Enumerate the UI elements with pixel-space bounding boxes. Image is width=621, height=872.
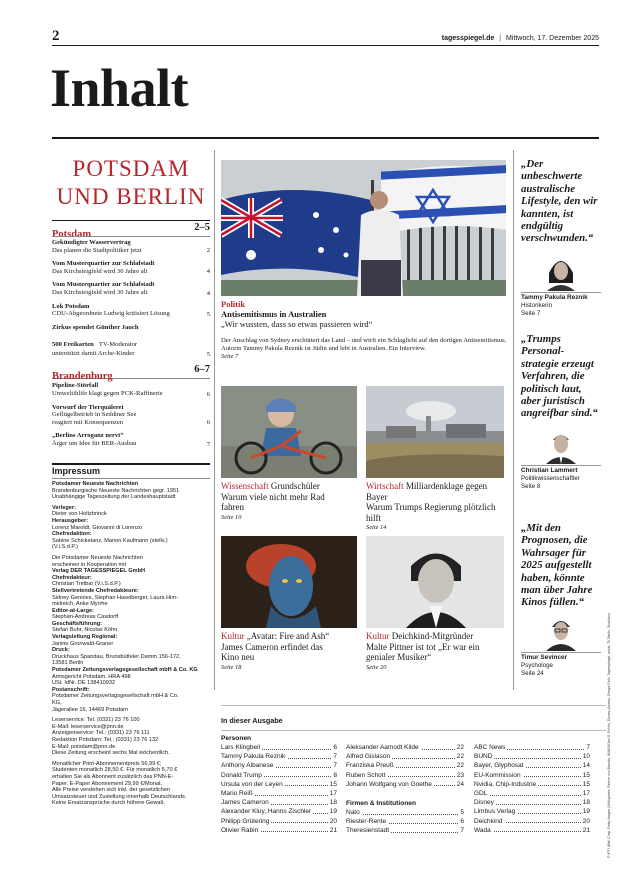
index-entry-page: 18	[329, 799, 337, 807]
teaser-text: Warum Trumps Regierung plötzlich hilft	[366, 502, 496, 523]
impressum-line: Studenten monatlich 28,50 €. Für monatlich 5,70 €	[52, 767, 178, 774]
toc-item[interactable]	[52, 281, 210, 296]
toc-page: 7	[206, 440, 210, 448]
index-entry[interactable]	[474, 743, 590, 752]
impressum-line: (V.i.S.d.P.)	[52, 544, 78, 551]
quote-portrait	[541, 615, 581, 651]
impressum-line: Alle Preise verstehen sich inkl. der gesetzlichen	[52, 787, 171, 794]
index-entry[interactable]	[474, 798, 590, 807]
index-entry[interactable]	[221, 752, 337, 761]
teaser-article[interactable]	[366, 631, 508, 672]
toc-sub: Geflügelbetrieb in Seddiner See	[52, 411, 137, 419]
quote-name: Christian Lammert	[521, 467, 578, 475]
lead-headline: Antisemitismus in Australien	[221, 309, 327, 319]
photo-credit: © IPTI (Bild: Crisp, Getty Images (Milchgattes, Reitner von Brandis, IMAGO/Jan G. Pohle), Disney (Avatar), Gregor Fickl, Tagesspiegel, privat, TV Berlin, Studiobox	[607, 612, 611, 858]
toc-sub-2: unterstützt damit Arche-Kinder	[52, 350, 135, 358]
toc-item[interactable]	[52, 404, 210, 427]
index-entry-name: Johann Wolfgang von Goethe	[346, 780, 432, 788]
index-entry[interactable]	[346, 761, 464, 770]
lead-photo[interactable]	[221, 160, 506, 296]
toc-headline: Zirkus spendet Günther Jauch	[52, 323, 139, 331]
teaser-kicker: Kultur	[221, 631, 245, 641]
header-rule	[52, 45, 599, 46]
quote-name: Timur Sevincer	[521, 654, 568, 662]
index-entry-page: 17	[329, 790, 337, 798]
impressum-line: Druckhaus Spandau, Brunsbütteler Damm 156-172,	[52, 653, 181, 660]
index-entry-name: Lars Klingbeil	[221, 744, 261, 751]
index-entry[interactable]	[221, 789, 337, 798]
quote-text: „Der unbeschwerte australische Lifestyle, den wir kannten, ist endgültig verschwunden.“	[521, 158, 598, 245]
index-rule	[221, 705, 606, 706]
impressum-label: Geschäftsführung:	[52, 620, 103, 627]
teaser-page: Seite 14	[366, 524, 387, 531]
index-entry-page: 15	[582, 771, 590, 779]
impressum-line: Potsdamer Zeitungsverlagsgesellschaft mbH & Co.	[52, 693, 179, 700]
impressum-label: Verlagsleitung Regional:	[52, 634, 118, 641]
toc-item[interactable]	[52, 382, 210, 397]
teaser-kicker: Wissenschaft	[221, 481, 269, 491]
section-pages-potsdam: 2–5	[194, 222, 210, 233]
toc-page: 6	[206, 390, 210, 398]
index-entry[interactable]	[474, 761, 590, 770]
impressum-line: Leserservice: Tel. (0331) 23 76 100	[52, 717, 140, 724]
impressum-line: erscheinen in Kooperation mit	[52, 561, 127, 568]
impressum-label: Postanschrift:	[52, 686, 90, 693]
impressum-line: erhalten Sie als Abonnent zusätzlich das PNN-E-	[52, 773, 174, 780]
index-entry-name: Wada	[474, 826, 491, 834]
teaser-headline: Milliardenklage gegen Bayer	[366, 481, 488, 502]
toc-sub: Das Kirchsteigfeld wird 30 Jahre alt	[52, 288, 148, 296]
impressum-label: Verlag DER TAGESSPIEGEL GmbH	[52, 568, 146, 575]
index-entry[interactable]	[346, 817, 464, 826]
impressum-label: Chefredaktion:	[52, 531, 92, 538]
quote-page: Seite 24	[521, 669, 544, 677]
index-column	[474, 743, 590, 835]
toc-page: 6	[206, 419, 210, 427]
quote-text: „Trumps Personal-strategie erzeugt Verfahren, die politisch laut, aber juristisch angreifbar sind.“	[521, 333, 598, 420]
index-firms-label: Firmen & Institutionen	[346, 800, 416, 807]
site-name: tagesspiegel.de	[441, 35, 495, 42]
index-entry[interactable]	[221, 826, 337, 835]
toc-headline: Pipeline-Störfall	[52, 382, 99, 390]
teaser-photo-industry[interactable]	[366, 386, 504, 478]
impressum-line: Christian Tretbar (V.i.S.d.P.)	[52, 581, 121, 588]
index-entry-name: Disney	[474, 799, 494, 807]
teaser-headline: „Avatar: Fire and Ash“	[246, 631, 330, 641]
index-entry-page: 18	[582, 799, 590, 807]
impressum-line: KG,	[52, 700, 62, 706]
toc-sub: CDU-Abgeordnete Ludwig kritisiert Lösung	[52, 310, 170, 318]
index-entry-page: 24	[456, 780, 464, 788]
index-entry-page: 23	[456, 771, 464, 779]
impressum-line: Lorenz Maroldt, Giovanni di Lorenzo	[52, 524, 143, 531]
index-entry[interactable]	[221, 817, 337, 826]
toc-headline: „Berlins Arroganz nervt“	[52, 432, 124, 440]
teaser-photo-avatar[interactable]	[221, 536, 357, 628]
toc-headline: Gekündigter Wasservertrag	[52, 239, 131, 246]
column-divider	[513, 150, 514, 690]
toc-headline: Vom Musterquartier zur Schlafstadt	[52, 281, 155, 289]
australia-flag-israel-flag-image	[221, 160, 506, 296]
index-entry-name: BUND	[474, 753, 493, 761]
index-entry[interactable]	[474, 807, 590, 816]
quote-block	[521, 333, 601, 490]
impressum-line: Die Potsdamer Neueste Nachrichten	[52, 554, 143, 561]
index-entry-page: 19	[329, 808, 337, 816]
index-title: In dieser Ausgabe	[221, 716, 283, 725]
impressum-subrule	[52, 478, 210, 479]
industrial-plant-image	[366, 386, 504, 478]
index-entry-name: Tammy Pakula Reznik	[221, 753, 286, 761]
index-entry-name: Nato	[346, 809, 360, 816]
impressum-line: 13581 Berlin	[52, 660, 84, 667]
section-pages-brandenburg: 6–7	[194, 363, 210, 375]
index-entry-page: 7	[460, 827, 464, 835]
impressum-line: melreich, Anke Myrrhe	[52, 601, 108, 608]
index-entry[interactable]	[221, 807, 337, 816]
index-entry-page: 22	[456, 744, 464, 751]
quote-name: Tammy Pakula Reznik	[521, 294, 588, 302]
index-entry[interactable]	[221, 771, 337, 780]
impressum-line: Redaktion Potsdam: Tel.: (0331) 23 76 132	[52, 736, 159, 743]
index-entry-page: 7	[333, 762, 337, 770]
teaser-kicker: Kultur	[366, 631, 390, 641]
index-entry-page: 21	[329, 826, 337, 834]
impressum-line: Unabhängige Tageszeitung der Landeshauptstadt	[52, 494, 176, 501]
index-entry-name: Nvidia, Chip-Industrie	[474, 780, 537, 788]
toc-sub: Das Kirchsteigfeld wird 30 Jahre alt	[52, 267, 148, 275]
teaser-page: Seite 18	[221, 663, 242, 671]
index-entry[interactable]	[346, 826, 464, 835]
teaser-text: Malte Pittner ist tot „Er war ein genialer Musiker“	[366, 641, 480, 662]
index-entry-name: Aleksander Aamodt Kilde	[346, 744, 419, 751]
toc-page: 2	[206, 247, 210, 255]
index-entry[interactable]	[346, 743, 464, 752]
index-entry-page: 17	[582, 790, 590, 798]
musician-portrait-image	[366, 536, 504, 628]
index-entry[interactable]	[474, 826, 590, 835]
impressum-rule	[52, 463, 210, 465]
quote-rule	[521, 292, 601, 293]
toc-sub: Umweltihlife klagt gegen PCK-Raffinerie	[52, 390, 163, 398]
index-entry-name: James Cameron	[221, 799, 269, 807]
index-entry[interactable]	[346, 752, 464, 761]
index-subrule	[221, 730, 606, 731]
quote-rule	[521, 652, 601, 653]
quote-portrait	[541, 253, 581, 291]
section-subrule	[52, 236, 210, 237]
index-column	[346, 743, 464, 789]
impressum-line: Diese Zeitung erscheint sechs Mal wöchentlich.	[52, 750, 170, 757]
impressum-line: Monatlicher Print-Abonnementpreis 56,99 €;	[52, 760, 162, 767]
impressum-label: Verleger:	[52, 504, 76, 511]
impressum-label: Potsdamer Neueste Nachrichten	[52, 481, 139, 487]
portrait-man-glasses-icon	[541, 615, 581, 651]
quote-portrait	[541, 428, 581, 464]
index-entry-page: 6	[460, 818, 464, 826]
banner-line-1: POTSDAM	[72, 156, 190, 181]
impressum-label: Chefredakteur:	[52, 574, 92, 581]
index-entry-name: EU-Kommission	[474, 771, 521, 779]
banner-line-2: UND BERLIN	[56, 184, 206, 209]
index-entry-page: 8	[333, 771, 337, 779]
impressum-line: Stephan-Andreas Casdorff	[52, 614, 119, 621]
teaser-photo-child-bike[interactable]	[221, 386, 357, 478]
quote-rule	[521, 465, 601, 466]
teaser-kicker: Wirtschaft	[366, 481, 404, 491]
quote-block	[521, 158, 601, 317]
index-entry[interactable]	[474, 771, 590, 780]
impressum-line: E-Mail: potsdam@pnn.de	[52, 743, 116, 750]
index-column	[221, 743, 337, 835]
impressum-title: Impressum	[52, 466, 101, 476]
index-entry-name: Donald Trump	[221, 771, 262, 779]
section-banner	[52, 155, 210, 211]
index-entry[interactable]	[346, 771, 464, 780]
impressum-body	[52, 481, 214, 807]
lead-kicker: Politik	[221, 299, 246, 309]
teaser-text: Warum viele nicht mehr Rad fahren	[221, 491, 325, 512]
impressum-line: Keine Ersatzansprüche durch höhere Gewalt.	[52, 800, 165, 807]
toc-item[interactable]	[52, 324, 210, 358]
impressum-line: Umsatzsteuer und Zustellung innerhalb Deutschlands.	[52, 793, 187, 800]
index-entry-page: 14	[582, 762, 590, 770]
quote-page: Seite 8	[521, 482, 541, 490]
toc-sub: Ärger um Idee für BER-Ausbau	[52, 440, 137, 447]
impressum-line: Janine Gronwald-Graner	[52, 640, 114, 647]
quote-role: Psychologe	[521, 661, 553, 669]
impressum-line: Brandenburgische Neueste Nachrichten gegr. 1951	[52, 487, 180, 494]
index-entry-name: Riester-Rente	[346, 818, 387, 826]
portrait-woman-icon	[541, 253, 581, 291]
lead-body: Der Anschlag von Sydney erschüttert das Land – und wirft ein Schlaglicht auf den dortigen Antisemitismus. Autorin Tammy Pakula Reznik ist Jüdin und lebt in Australien. Ein Interview.	[221, 337, 507, 352]
impressum-line: Dieter von Holtzbrinck	[52, 511, 107, 518]
impressum-line: Amtsgericht Potsdam, HRA 498	[52, 673, 131, 680]
toc-sub-2: reagiert mit Konsequenzen	[52, 418, 124, 426]
index-entry-name: Mario Reiß	[221, 790, 253, 798]
index-entry-page: 7	[586, 744, 590, 751]
index-entry-name: Alexander Kluy, Hanns Zischler	[221, 808, 312, 816]
quote-role: Politikwissenschaftler	[521, 474, 580, 482]
index-entry[interactable]	[474, 780, 590, 789]
toc-page: 5	[206, 310, 210, 318]
index-entry-name: Ruben Schott	[346, 771, 386, 779]
toc-sub: TV-Moderator	[98, 341, 138, 349]
potsdam-section	[52, 220, 210, 454]
section-rule	[52, 220, 210, 221]
lead-subheadline: „Wir wussten, dass so etwas passieren wird“	[221, 319, 373, 329]
index-entry-name: Franziska Preuß	[346, 762, 394, 770]
impressum-label: Editor-at-Large:	[52, 607, 94, 614]
issue-date: Mittwoch, 17. Dezember 2025	[506, 35, 599, 42]
index-entry[interactable]	[221, 761, 337, 770]
index-entry-page: 10	[582, 753, 590, 761]
avatar-film-still-image	[221, 536, 357, 628]
index-entry-name: Philipp Grütering	[221, 817, 270, 825]
impressum-label: Herausgeber:	[52, 517, 89, 524]
index-entry-name: Anthony Albanese	[221, 762, 274, 770]
column-divider	[214, 150, 215, 690]
index-entry-page: 5	[460, 809, 464, 816]
index-entry-name: Ursula von der Leyen	[221, 780, 283, 788]
index-entry-name: Theresienstadt	[346, 827, 389, 835]
toc-headline-2: 500 Freikarten	[52, 341, 94, 349]
impressum-line: Paper. E-Paper Abonnement 29,99 €/Monat.	[52, 780, 163, 787]
quote-role: Historikerin	[521, 301, 552, 309]
index-entry-name: Limbus Verlag	[474, 808, 516, 816]
section-label-potsdam[interactable]: Potsdam	[52, 229, 92, 240]
impressum-line: Anzeigenservice: Tel.: (0331) 23 76 111	[52, 730, 150, 737]
toc-page: 5	[206, 350, 210, 358]
impressum-label: Stellvertretende Chefredakteure:	[52, 587, 139, 594]
toc-page: 4	[206, 289, 210, 297]
index-entry-page: 22	[456, 762, 464, 770]
toc-headline: Vom Musterquartier zur Schlafstadt	[52, 260, 155, 268]
portrait-man-icon	[541, 428, 581, 464]
impressum-label: Potsdamer Zeitungsverlagsgesellschaft mbH & Co. KG	[52, 667, 198, 674]
toc-item[interactable]	[52, 303, 210, 318]
index-entry-name: GDL	[474, 790, 488, 798]
index-entry-page: 6	[333, 744, 337, 751]
index-entry-name: Olivier Rabin	[221, 826, 259, 834]
index-entry-name: ABC News	[474, 744, 506, 751]
teaser-page: Seite 20	[366, 663, 387, 671]
teaser-photo-musician[interactable]	[366, 536, 504, 628]
child-with-bicycle-image	[221, 386, 357, 478]
section-label-brandenburg[interactable]: Brandenburg	[52, 370, 113, 382]
index-entry[interactable]	[474, 789, 590, 798]
page-number: 2	[52, 28, 60, 44]
toc-page: 4	[206, 268, 210, 276]
quote-block	[521, 522, 601, 677]
impressum-line: USt. IdNr. DE 138410932	[52, 680, 116, 687]
impressum-line: E-Mail: leserservice@pnn.de	[52, 723, 124, 730]
lead-article[interactable]	[221, 299, 507, 361]
index-entry[interactable]	[474, 752, 590, 761]
title-rule	[52, 137, 599, 139]
index-entry-page: 22	[456, 753, 464, 761]
index-entry[interactable]	[221, 780, 337, 789]
index-entry-page: 19	[582, 808, 590, 816]
masthead-info: tagesspiegel.de | Mittwoch, 17. Dezember 2025	[441, 35, 599, 42]
lead-page: Seite 7	[221, 353, 239, 360]
toc-sub: Das planen die Stadtpolitiker jetzt	[52, 246, 142, 254]
toc-item[interactable]	[52, 432, 210, 447]
index-entry-page: 7	[333, 753, 337, 761]
index-entry[interactable]	[221, 743, 337, 752]
index-entry[interactable]	[346, 780, 464, 789]
teaser-page: Seite 10	[221, 513, 242, 521]
teaser-article[interactable]	[366, 481, 508, 532]
teaser-article[interactable]	[221, 631, 361, 672]
index-entry-page: 15	[329, 780, 337, 788]
toc-item[interactable]	[52, 260, 210, 275]
impressum-line: Jägerallee 16, 14469 Potsdam	[52, 706, 128, 713]
index-persons-label: Personen	[221, 735, 252, 742]
quote-text: „Mit den Prognosen, die Wahrsager für 2025 aufgestellt haben, könnte man über Jahre Kinos füllen.“	[521, 522, 593, 609]
impressum-line: Sidney Gennies, Stephan Haselberger, Laura Him-	[52, 594, 178, 601]
page-title: Inhalt	[50, 58, 189, 118]
teaser-text: James Cameron erfindet das Kino neu	[221, 641, 323, 662]
index-entry-name: Alfred Gislason	[346, 753, 391, 761]
index-entry-name: Bayer, Glyphosat	[474, 762, 524, 770]
impressum-label: Druck:	[52, 647, 70, 654]
toc-item[interactable]	[52, 239, 210, 254]
index-entry[interactable]	[346, 808, 464, 817]
teaser-article[interactable]	[221, 481, 361, 522]
index-entry-page: 15	[582, 780, 590, 788]
toc-headline: Vorwurf der Tierquälerei	[52, 403, 124, 411]
quote-page: Seite 7	[521, 309, 541, 317]
index-entry-name: Deichkind	[474, 817, 503, 825]
impressum-line: Stefan Buhr, Nicolas Köhn	[52, 627, 118, 634]
index-entry-page: 20	[582, 817, 590, 825]
impressum-line: Sabine Schicketanz, Marion Kaufmann (stellv.)	[52, 537, 168, 544]
teaser-headline: Grundschüler	[270, 481, 320, 491]
toc-headline: Lok Potsdam	[52, 302, 90, 310]
index-entry-page: 21	[582, 826, 590, 834]
index-column	[346, 808, 464, 836]
index-entry[interactable]	[221, 798, 337, 807]
index-entry[interactable]	[474, 817, 590, 826]
index-entry-page: 20	[329, 817, 337, 825]
teaser-headline: Deichkind-Mitgründer	[391, 631, 474, 641]
